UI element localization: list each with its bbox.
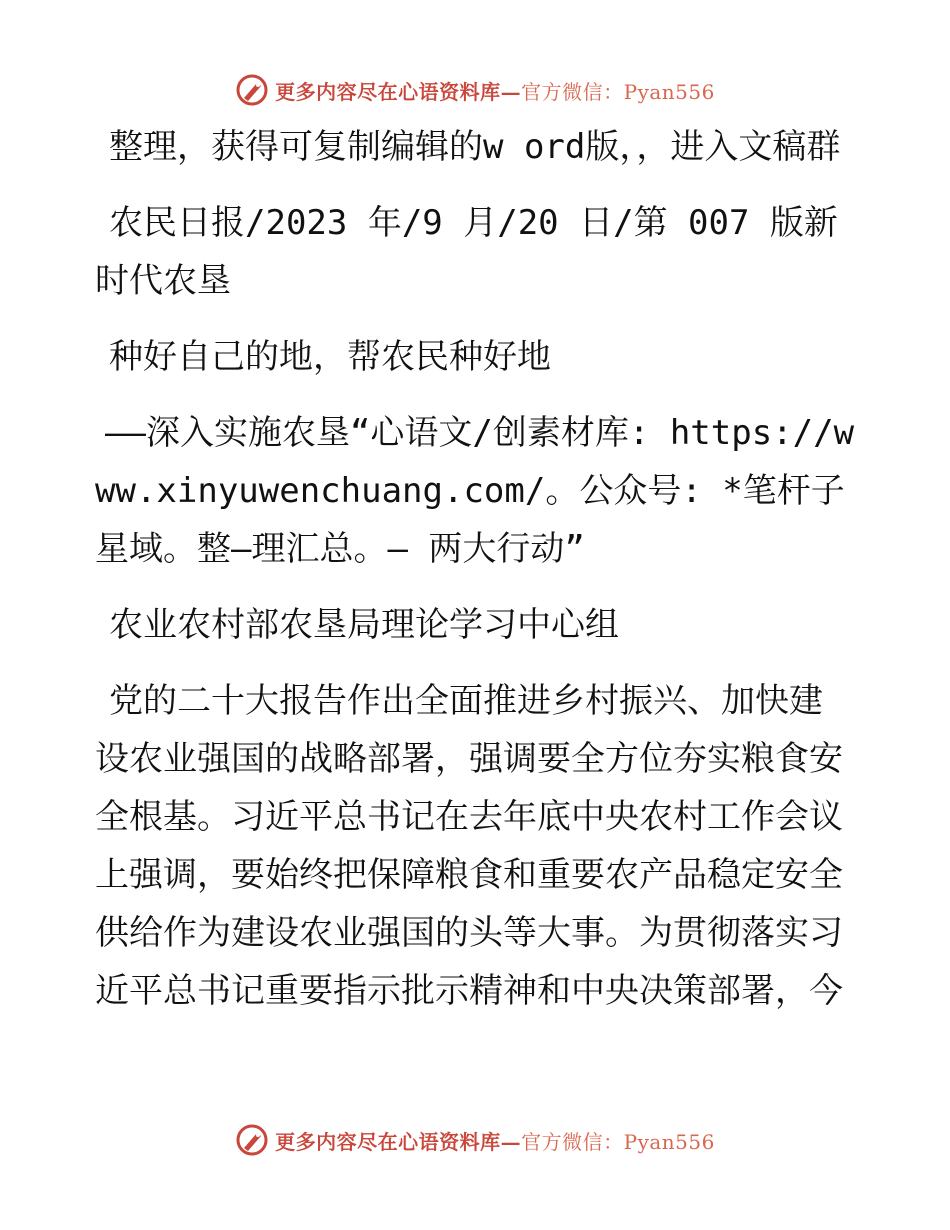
watermark-main: 更多内容尽在心语资料库—: [275, 1129, 522, 1154]
paragraph-author: 农业农村部农垦局理论学习中心组: [109, 605, 619, 645]
paragraph-intro: 整理，获得可复制编辑的w ord版，，进入文稿群: [109, 127, 841, 167]
watermark-text: [275, 76, 715, 105]
pen-circle-logo-icon: [235, 1123, 269, 1157]
watermark-main: 更多内容尽在心语资料库—: [275, 79, 522, 104]
watermark-wechat: 官方微信：Pyan556: [521, 79, 715, 104]
footer-watermark: [0, 1120, 950, 1160]
paragraph-body: 党的二十大报告作出全面推进乡村振兴、加快建设农业强国的战略部署，强调要全方位夯实粮食安全根基。习近平总书记在去年底中央农村工作会议上强调，要始终把保障粮食和重要农产品稳定安全供给作为建设农业强国的头等大事。为贯彻落实习近平总书记重要指示批示精神和中央决策部署，今: [95, 681, 843, 1011]
paragraph-title: 种好自己的地，帮农民种好地: [109, 337, 551, 377]
header-watermark: [0, 70, 950, 110]
paragraph-source: 农民日报/2023 年/9 月/20 日/第 007 版新时代农垦: [95, 203, 838, 301]
pen-circle-logo-icon: [235, 73, 269, 107]
watermark-wechat: 官方微信：Pyan556: [521, 1129, 715, 1154]
paragraph-subtitle: ——深入实施农垦“心语文/创素材库: https://www.xinyuwenchuang.com/。公众号: *笔杆子星域。整—理汇总。— 两大行动”: [95, 413, 855, 569]
watermark-text: [275, 1126, 715, 1155]
document-body: [95, 118, 855, 1038]
